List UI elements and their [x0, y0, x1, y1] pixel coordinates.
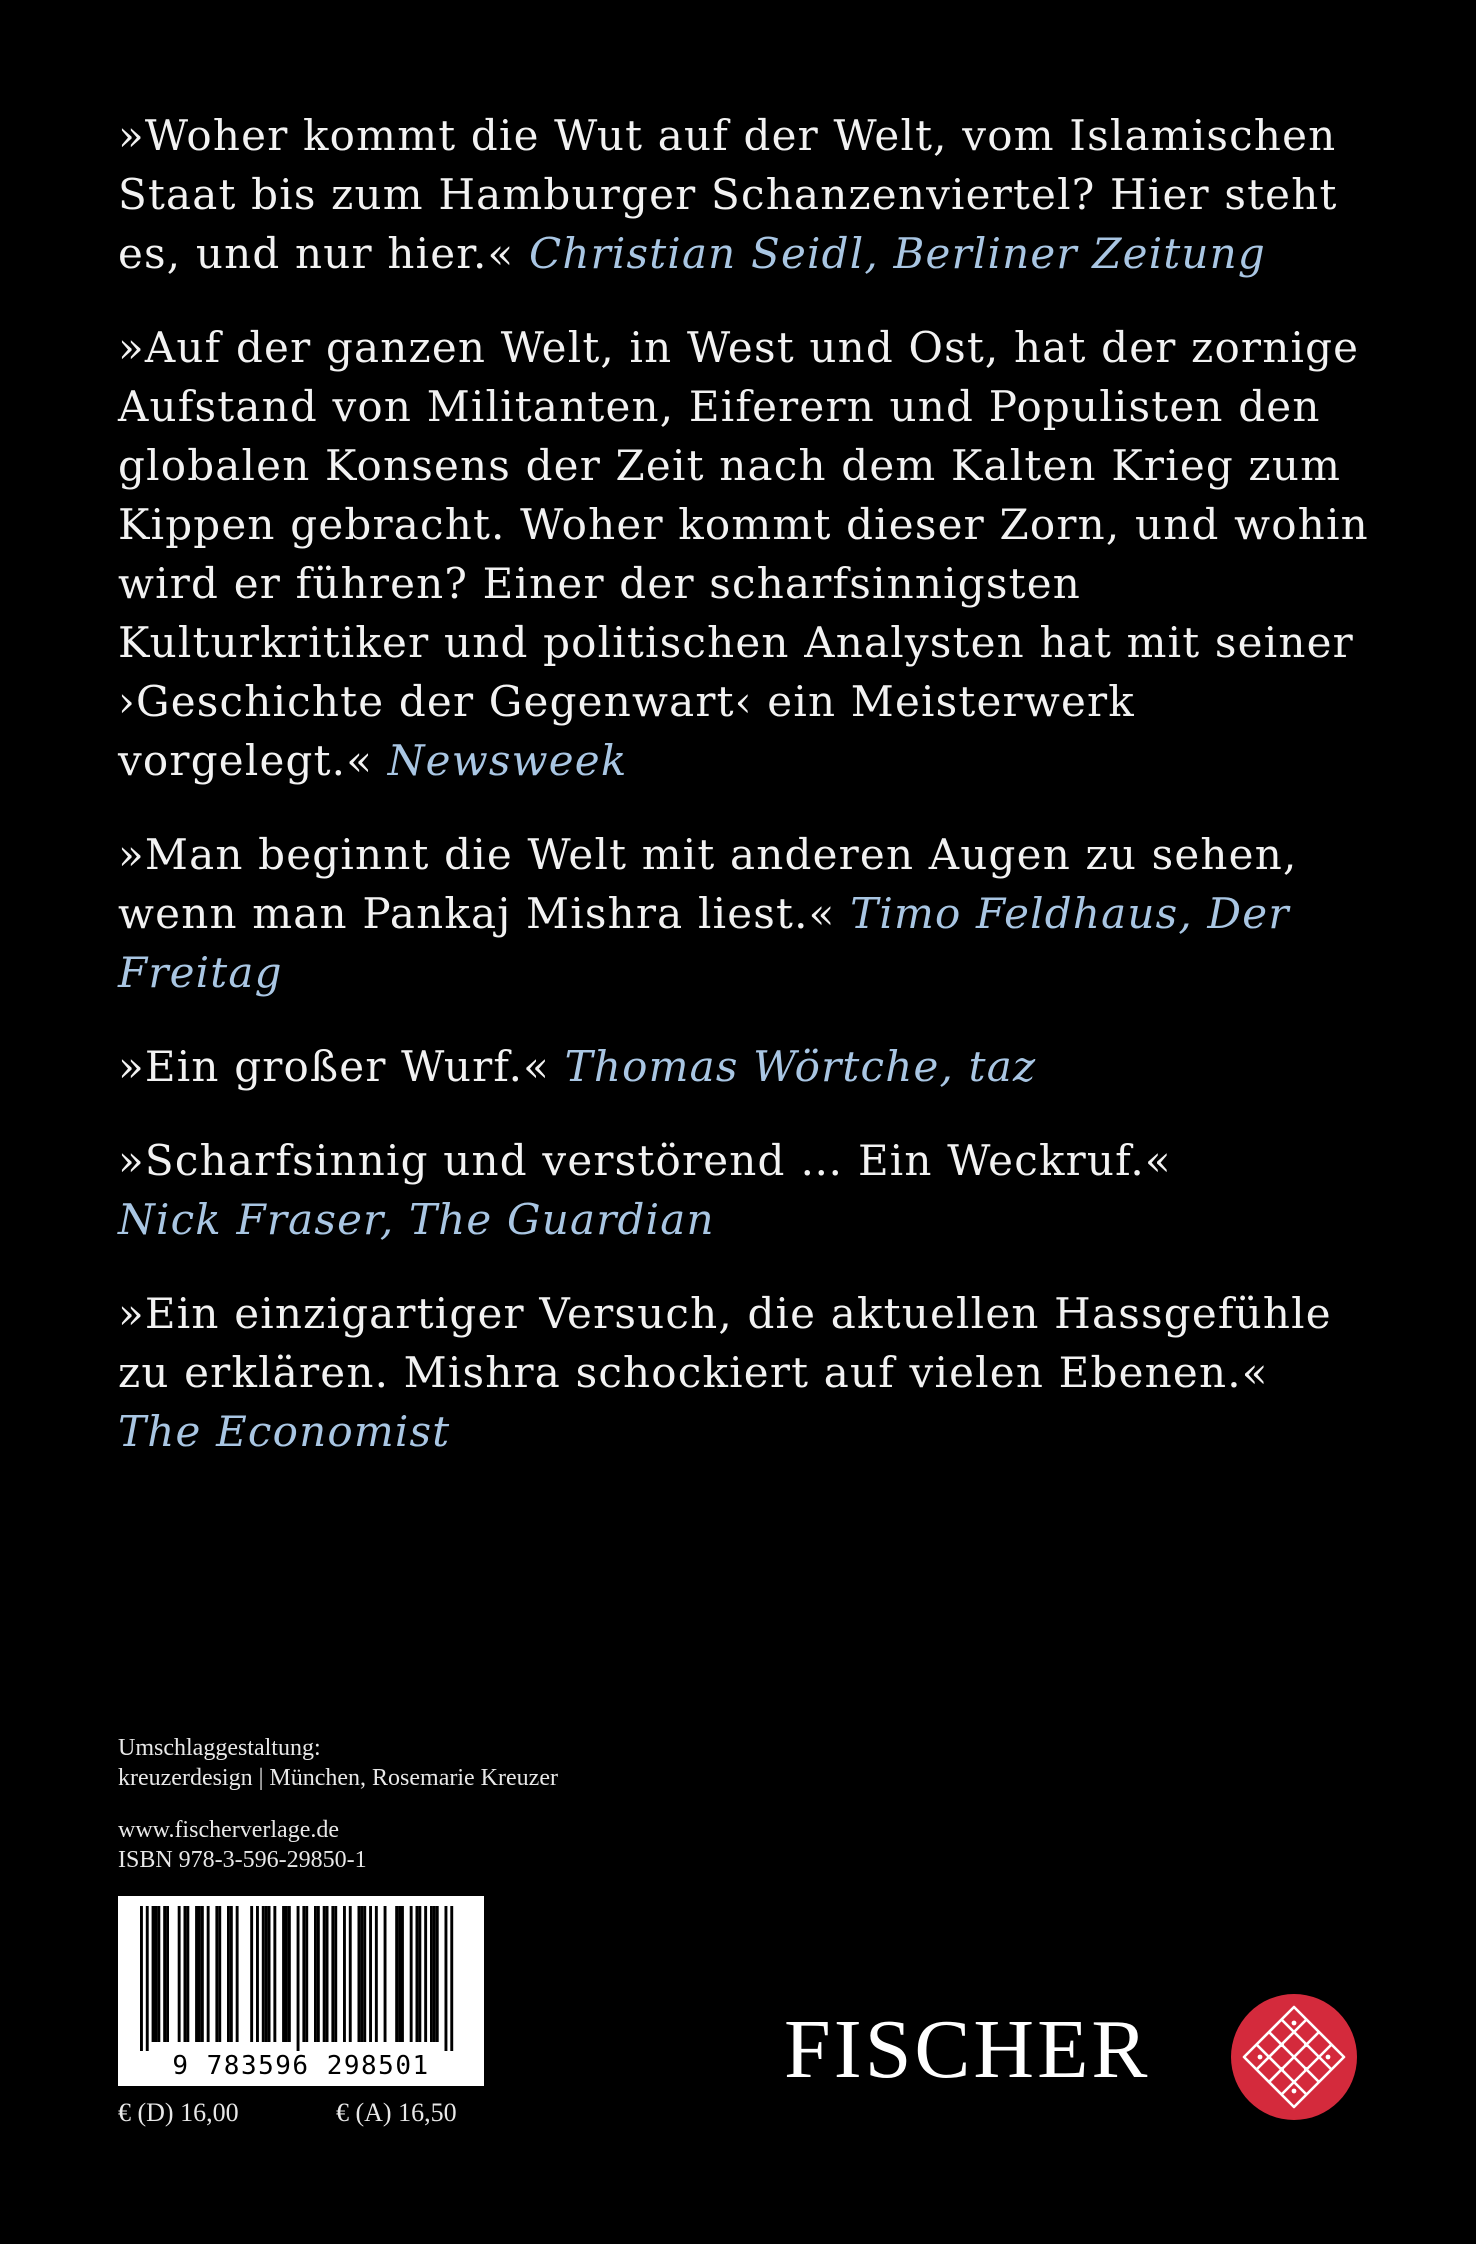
quote-5-text: »Scharfsinnig und verstörend … Ein Weckruf.«	[118, 1136, 1172, 1185]
quote-1-source: Christian Seidl, Berliner Zeitung	[528, 229, 1266, 278]
barcode-bar	[314, 1906, 317, 2042]
barcode-bar	[250, 1906, 253, 2042]
barcode-bar	[288, 1906, 291, 2042]
barcode-bar	[166, 1906, 169, 2042]
quote-3-text: »Man beginnt die Welt mit anderen Augen zu sehen, wenn man Pankaj Mishra liest.«	[118, 830, 1298, 938]
barcode-bar	[363, 1906, 366, 2042]
barcode-bar	[369, 1906, 372, 2042]
barcode-bar	[155, 1906, 158, 2042]
quote-2	[118, 318, 1388, 790]
barcode-digits: 9 783596 298501	[172, 2051, 430, 2081]
barcode-bar	[195, 1906, 198, 2042]
barcode-bar	[410, 1906, 413, 2042]
barcode-bar	[424, 1906, 427, 2042]
barcode-bar	[140, 1906, 143, 2051]
barcode-bar	[433, 1906, 436, 2042]
barcode-icon	[118, 1896, 484, 2086]
isbn-number: ISBN 978-3-596-29850-1	[118, 1847, 367, 1873]
barcode-bar	[184, 1906, 187, 2042]
barcode-bar	[256, 1906, 259, 2042]
quote-1	[118, 106, 1388, 283]
barcode-bar	[163, 1906, 166, 2042]
barcode-bar	[395, 1906, 398, 2042]
price-austria: € (A) 16,50	[336, 2098, 457, 2127]
barcode-bar	[273, 1906, 276, 2042]
barcode-bar	[323, 1906, 326, 2042]
barcode-bar	[401, 1906, 404, 2042]
quote-2-source: Newsweek	[387, 736, 628, 785]
quote-6-source: The Economist	[118, 1407, 451, 1456]
barcode-bar	[430, 1906, 433, 2042]
barcode-bar	[302, 1906, 305, 2042]
publisher-url[interactable]: www.fischerverlage.de	[118, 1817, 340, 1843]
barcode-bar	[445, 1906, 448, 2051]
credits-label: Umschlaggestaltung:	[118, 1735, 321, 1761]
barcode-bar	[186, 1906, 189, 2042]
credits-designer: kreuzerdesign | München, Rosemarie Kreuzer	[118, 1765, 558, 1791]
barcode-bar	[268, 1906, 271, 2042]
quote-3-source: Timo Feldhaus, Der Freitag	[118, 889, 1290, 997]
barcode-bar	[207, 1906, 210, 2042]
quote-3	[118, 825, 1388, 1002]
quote-6-text: »Ein einzigartiger Versuch, die aktuellen Hassgefühle zu erklären. Mishra schockiert auf vielen Ebenen.«	[118, 1289, 1332, 1397]
barcode-bar	[349, 1906, 352, 2042]
barcode-bar	[285, 1906, 288, 2042]
barcode-bar	[146, 1906, 149, 2051]
quote-4-text: »Ein großer Wurf.«	[118, 1042, 565, 1091]
barcode-bar	[326, 1906, 329, 2042]
barcode-bar	[265, 1906, 268, 2042]
barcode-bar	[305, 1906, 308, 2042]
barcode-bar	[343, 1906, 346, 2042]
publisher-info	[118, 1815, 367, 1875]
barcode-graphic	[118, 1896, 484, 2086]
barcode-bar	[416, 1906, 419, 2042]
quote-4	[118, 1037, 1388, 1096]
barcode-bar	[450, 1906, 453, 2051]
quotes-section	[118, 106, 1388, 1496]
barcode-bar	[201, 1906, 204, 2042]
barcode-bar	[358, 1906, 361, 2042]
barcode-bar	[227, 1906, 230, 2042]
barcode-bar	[282, 1906, 285, 2042]
barcode-bar	[236, 1906, 239, 2042]
fischer-fish-logo-icon	[1230, 1993, 1358, 2121]
barcode-bar	[215, 1906, 218, 2042]
barcode-bar	[297, 1906, 300, 2051]
barcode-bar	[317, 1906, 320, 2042]
quote-1-text: »Woher kommt die Wut auf der Welt, vom Islamischen Staat bis zum Hamburger Schanzenviertel? Hier steht es, und nur hier.«	[118, 111, 1338, 278]
barcode-bar	[262, 1906, 265, 2042]
barcode-bar	[230, 1906, 233, 2042]
quote-6	[118, 1284, 1388, 1461]
quote-5	[118, 1131, 1388, 1249]
barcode-bar	[218, 1906, 221, 2042]
barcode-bar	[375, 1906, 378, 2042]
barcode-bar	[152, 1906, 155, 2042]
barcode-bar	[198, 1906, 201, 2042]
quote-5-source: Nick Fraser, The Guardian	[118, 1195, 715, 1244]
barcode-bar	[398, 1906, 401, 2042]
barcode-bar	[360, 1906, 363, 2042]
price-germany: € (D) 16,00	[118, 2098, 239, 2127]
cover-design-credits	[118, 1733, 558, 1793]
barcode-bar	[418, 1906, 421, 2042]
barcode-bar	[157, 1906, 160, 2042]
barcode-bar	[334, 1906, 337, 2042]
quote-2-text: »Auf der ganzen Welt, in West und Ost, hat der zornige Aufstand von Militanten, Eiferern und Populisten den globalen Konsens der Zeit nach dem Kalten Krieg zum Kippen gebracht. Woher kommt dieser Zorn, und wohin wird er führen? Einer der scharfsinnigsten Kulturkritiker und politischen Analysten hat mit seiner ›Geschichte der Gegenwart‹ ein Meisterwerk vorgelegt.«	[118, 323, 1369, 785]
barcode-bar	[331, 1906, 334, 2042]
barcode-bar	[436, 1906, 439, 2042]
quote-4-source: Thomas Wörtche, taz	[564, 1042, 1037, 1091]
publisher-name: FISCHER	[784, 2003, 1151, 2096]
barcode-bar	[178, 1906, 181, 2042]
barcode-bar	[384, 1906, 387, 2042]
